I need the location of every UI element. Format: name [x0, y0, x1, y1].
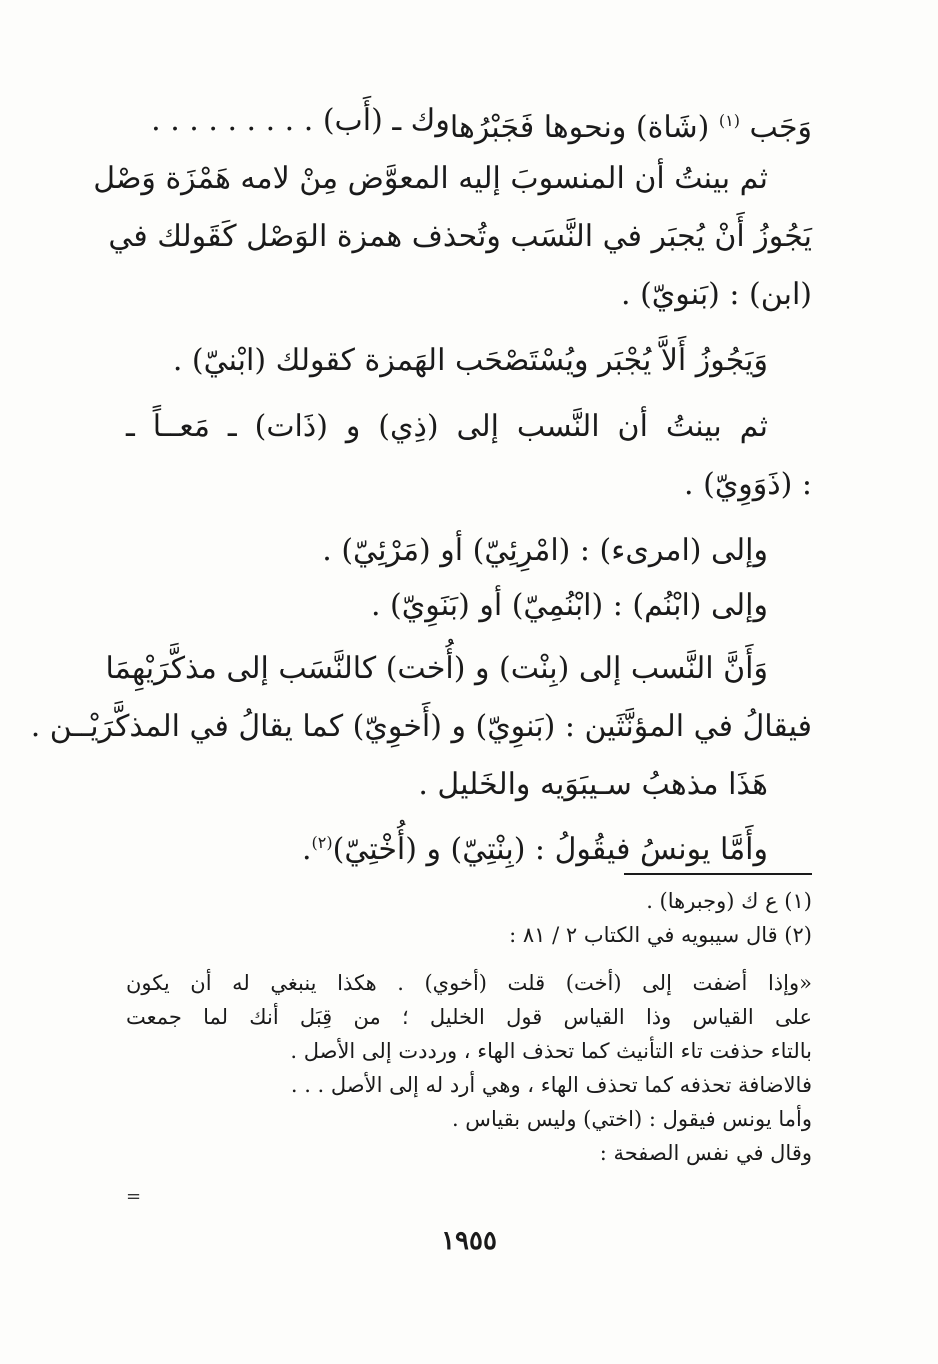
- quote-line: «وإذا أضفت إلى (أخت) قلت (أخوي) . هكذا ينبغي له أن يكون: [126, 971, 812, 995]
- verse-hemistich-right: [450, 92, 812, 150]
- footnote-quote: [126, 966, 812, 1170]
- quote-line: على القياس وذا القياس قول الخليل ؛ من قِبَل أنك لما جمعت: [126, 1005, 812, 1029]
- footnote-2: (٢) قال سيبويه في الكتاب ٢ / ٨١ :: [509, 923, 812, 947]
- verse-part: (شَاة) ونحوها فَجَبْرُها: [449, 110, 710, 145]
- text-line-body: وأَمَّا يونسُ فيقُولُ : (بِنْتِيّ) و (أُخْتِيّ): [332, 832, 768, 867]
- footnotes: [126, 884, 812, 952]
- text-line: فيقالُ في المؤنَّثَين : (بَنوِيّ) و (أَخوِيّ) كما يقالُ في المذكَّرَيْــن .: [30, 709, 812, 744]
- verse-part: وك ـ (أَب): [322, 103, 450, 138]
- quote-line: وأما يونس فيقول : (اختي) وليس بقياس .: [451, 1107, 812, 1131]
- quote-line: فالاضافة تحذفه كما تحذف الهاء ، وهي أرد له إلى الأصل . . .: [290, 1073, 812, 1097]
- text-line: وإلى (امرىء) : (امْرِئِيّ) أو (مَرْئِيّ) .: [322, 533, 768, 568]
- text-line: هَذَا مذهبُ سـيبَوَيه والخَليل .: [418, 767, 768, 802]
- quote-line: بالتاء حذفت تاء التأنيث كما تحذف الهاء ، ورددت إلى الأصل .: [290, 1039, 812, 1063]
- continuation-mark: =: [126, 1186, 142, 1207]
- text-line: ثم بينتُ أن النَّسب إلى (ذِي) و (ذَات) ـ مَعــاً ـ: [126, 409, 768, 444]
- quote-line: وقال في نفس الصفحة :: [599, 1141, 812, 1165]
- text-line: وَيَجُوزُ أَلاَّ يُجْبَر ويُسْتَصْحَب الهَمزة كقولك (ابْنيّ) .: [172, 343, 768, 378]
- footnote-ref-2: (٢): [311, 833, 333, 852]
- page-number: ١٩٥٥: [441, 1226, 497, 1256]
- footnote-ref-1: (١): [718, 111, 740, 130]
- verse-line: [126, 92, 812, 150]
- line-end: .: [301, 832, 312, 867]
- main-text: [30, 92, 812, 872]
- text-line: وَأَنَّ النَّسب إلى (بِنْت) و (أُخت) كالنَّسَب إلى مذكَّرَيْهِمَا: [105, 651, 768, 686]
- footnote-rule: [624, 873, 812, 875]
- verse-dots: . . . . . . . . .: [151, 103, 314, 138]
- text-line: ثم بينتُ أن المنسوبَ إليه المعوَّض مِنْ لامه هَمْزَة وَصْل: [93, 161, 768, 196]
- footnote-1: (١) ع ك (وجبرها) .: [646, 889, 812, 913]
- verse-hemistich-left: [151, 92, 450, 150]
- text-line: وإلى (ابْنُم) : (ابْنُمِيّ) أو (بَنَوِيّ) .: [370, 588, 768, 623]
- text-line: : (ذَوَوِيّ) .: [684, 467, 812, 502]
- verse-word: وَجَب: [749, 110, 812, 145]
- text-line: (ابن) : (بَنويّ) .: [621, 277, 812, 312]
- text-line: يَجُوزُ أَنْ يُجبَر في النَّسَب وتُحذف همزة الوَصْل كَقَولك في: [108, 219, 812, 254]
- text-line-last: [126, 814, 812, 872]
